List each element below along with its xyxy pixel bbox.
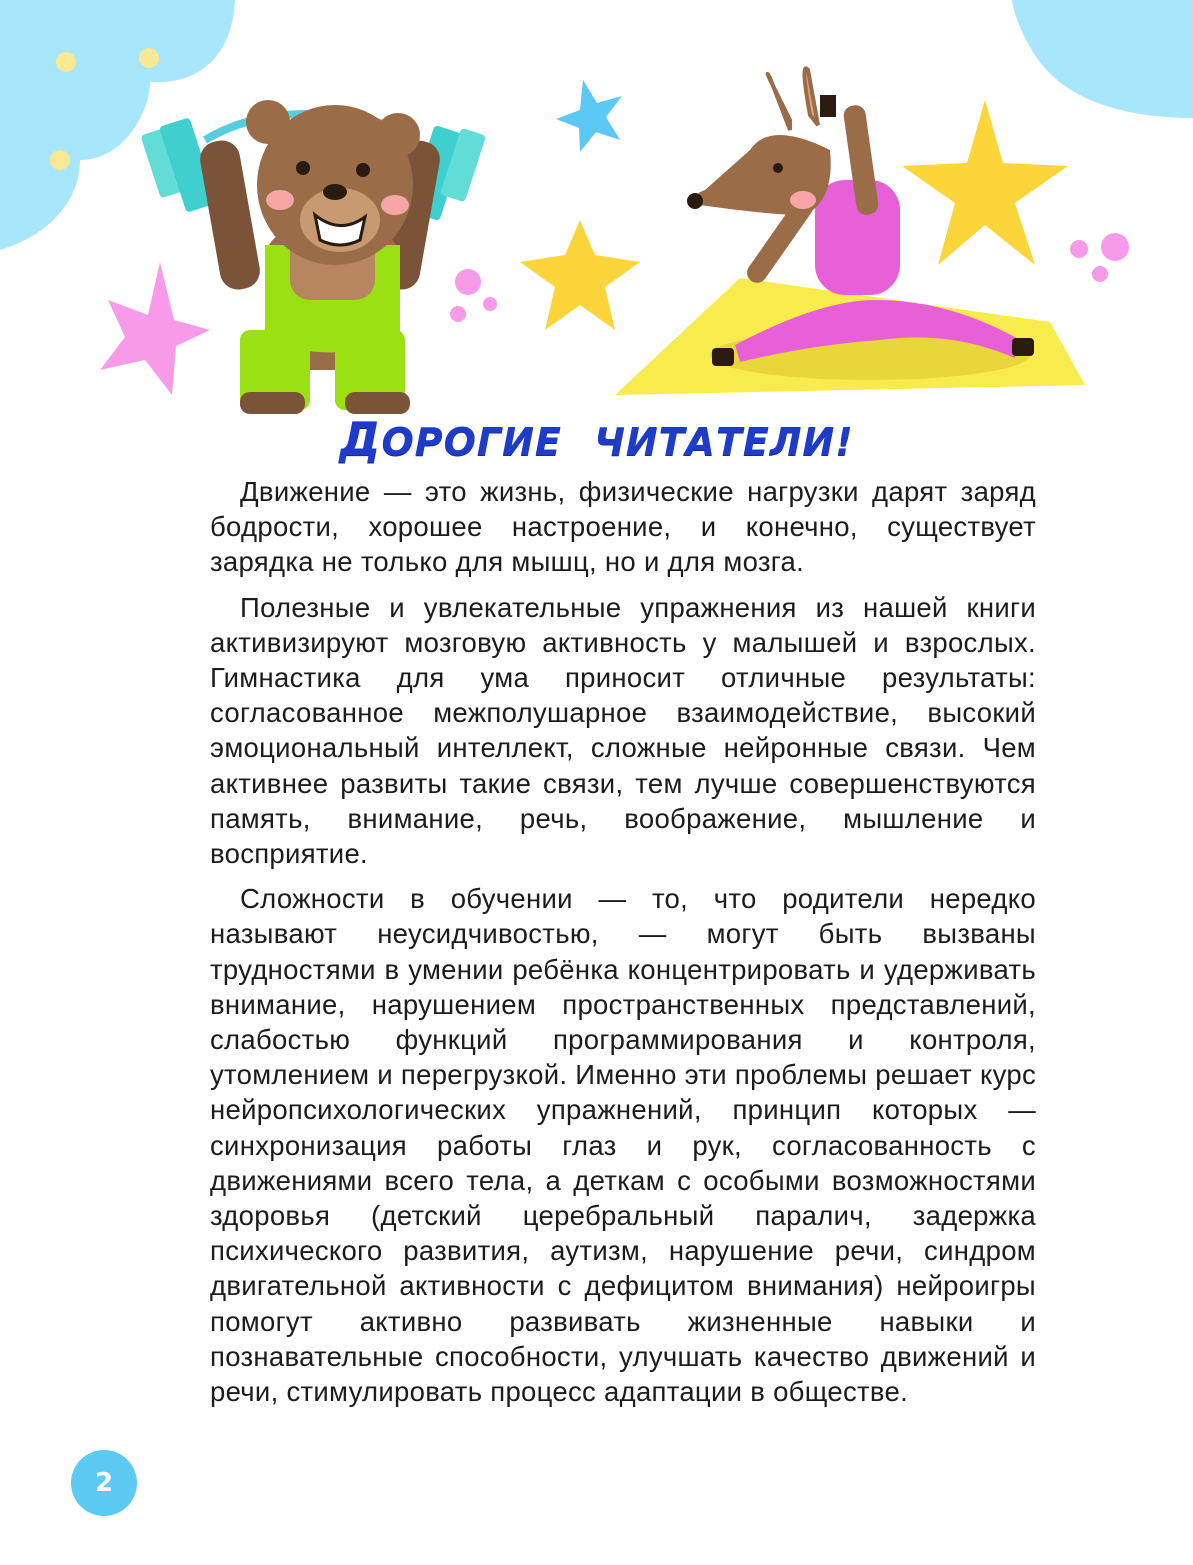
page-number: 2	[94, 1468, 114, 1498]
right-cloud-shape	[1012, 0, 1193, 118]
star-icon	[902, 100, 1068, 265]
star-icon	[556, 80, 622, 152]
title-word-1: ОРОГИЕ	[381, 420, 562, 464]
paragraph-1: Движение — это жизнь, физические нагрузки дарят заряд бодрости, хорошее настроение, и конечно, существует зарядка не только для мышц, но и для мозга.	[210, 476, 1036, 578]
left-cloud-shape	[0, 0, 235, 250]
body-text	[210, 474, 1036, 1419]
title-word-2: ЧИТАТЕЛИ!	[594, 420, 854, 464]
paragraph-2: Полезные и увлекательные упражнения из нашей книги активизируют мозговую активность у малышей и взрослых. Гимнастика для ума приносит отличные результаты: согласованное межполушарное взаимодействие, высокий эмоциональный интеллект, сложные нейронные связи. Чем активнее развиты такие связи, тем лучше совершенствуются память, внимание, речь, воображение, мышление и восприятие.	[210, 591, 1036, 870]
star-icon	[520, 220, 640, 330]
bear-icon	[140, 100, 486, 414]
page-number-badge	[71, 1450, 137, 1516]
header-illustration	[0, 0, 1193, 420]
star-icon	[100, 262, 210, 395]
title-first-letter: Д	[339, 412, 382, 466]
paragraph-3: Сложности в обучении — то, что родители нередко называют неусидчивостью, — могут быть вызваны трудностями в умении ребёнка концентрировать и удерживать внимание, нарушением пространственных представлений, слабостью функций программирования и контроля, утомлением и перегрузкой. Именно эти проблемы решает курс нейропсихологических упражнений, принцип которых — синхронизация работы глаз и рук, согласованность с движениями всего тела, а деткам с особыми возможностями здоровья (детский церебральный паралич, задержка психического развития, аутизм, нарушение речи, синдром двигательной активности с дефицитом внимания) нейроигры помогут активно развивать жизненные навыки и познавательные способности, улучшать качество движений и речи, стимулировать процесс адаптации в обществе.	[210, 883, 1036, 1408]
page-title	[0, 412, 1193, 466]
